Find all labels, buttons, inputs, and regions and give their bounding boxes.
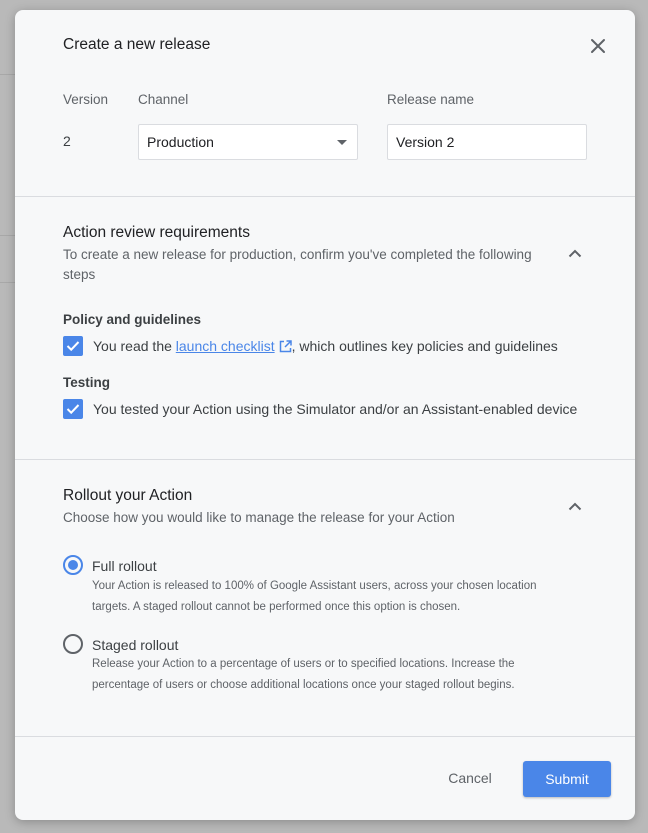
testing-heading: Testing	[63, 375, 110, 390]
version-label: Version	[63, 92, 109, 107]
staged-rollout-label: Staged rollout	[92, 637, 179, 653]
full-rollout-radio[interactable]	[63, 555, 83, 575]
rollout-section-title: Rollout your Action	[63, 487, 193, 504]
full-rollout-description: Your Action is released to 100% of Google Assistant users, across your chosen location targets. A staged rollout cannot be performed once this option is chosen.	[92, 580, 537, 613]
channel-select[interactable]	[138, 124, 358, 160]
open-in-new-icon[interactable]	[279, 340, 292, 356]
policy-text-after: , which outlines key policies and guidelines	[291, 338, 558, 354]
channel-label: Channel	[138, 92, 189, 107]
dialog-title: Create a new release	[63, 36, 211, 53]
submit-button[interactable]: Submit	[523, 761, 611, 797]
launch-checklist-link[interactable]: launch checklist	[175, 338, 275, 354]
section-divider	[15, 196, 635, 197]
policy-checkbox[interactable]	[63, 336, 83, 356]
policy-text-before: You read the	[93, 338, 176, 354]
full-rollout-label: Full rollout	[92, 558, 157, 574]
version-value: 2	[63, 133, 71, 149]
policy-checkbox-label	[93, 338, 558, 356]
review-section-description: To create a new release for production, confirm you've completed the following steps	[63, 247, 532, 282]
dropdown-arrow-icon	[337, 140, 347, 145]
staged-rollout-description: Release your Action to a percentage of users or to specified locations. Increase the percentage of users or choose additional locations once your staged rollout begins.	[92, 658, 515, 691]
testing-checkbox-label: You tested your Action using the Simulator and/or an Assistant-enabled device	[93, 401, 578, 417]
staged-rollout-radio[interactable]	[63, 634, 83, 654]
checkmark-icon	[66, 340, 80, 352]
rollout-section-description: Choose how you would like to manage the release for your Action	[63, 510, 455, 525]
background-divider	[0, 235, 15, 236]
chevron-up-icon[interactable]	[567, 245, 583, 261]
policy-heading: Policy and guidelines	[63, 312, 202, 327]
review-section-title: Action review requirements	[63, 224, 250, 241]
footer-divider	[15, 736, 635, 737]
background-divider	[0, 74, 15, 75]
cancel-button[interactable]: Cancel	[448, 770, 492, 786]
create-release-dialog	[15, 10, 635, 820]
section-divider	[15, 459, 635, 460]
release-name-label: Release name	[387, 92, 475, 107]
chevron-up-icon[interactable]	[567, 498, 583, 514]
testing-checkbox[interactable]	[63, 399, 83, 419]
close-icon[interactable]	[585, 33, 611, 59]
checkmark-icon	[66, 403, 80, 415]
background-divider	[0, 282, 15, 283]
channel-select-value: Production	[147, 134, 214, 150]
release-name-input[interactable]	[387, 124, 587, 160]
